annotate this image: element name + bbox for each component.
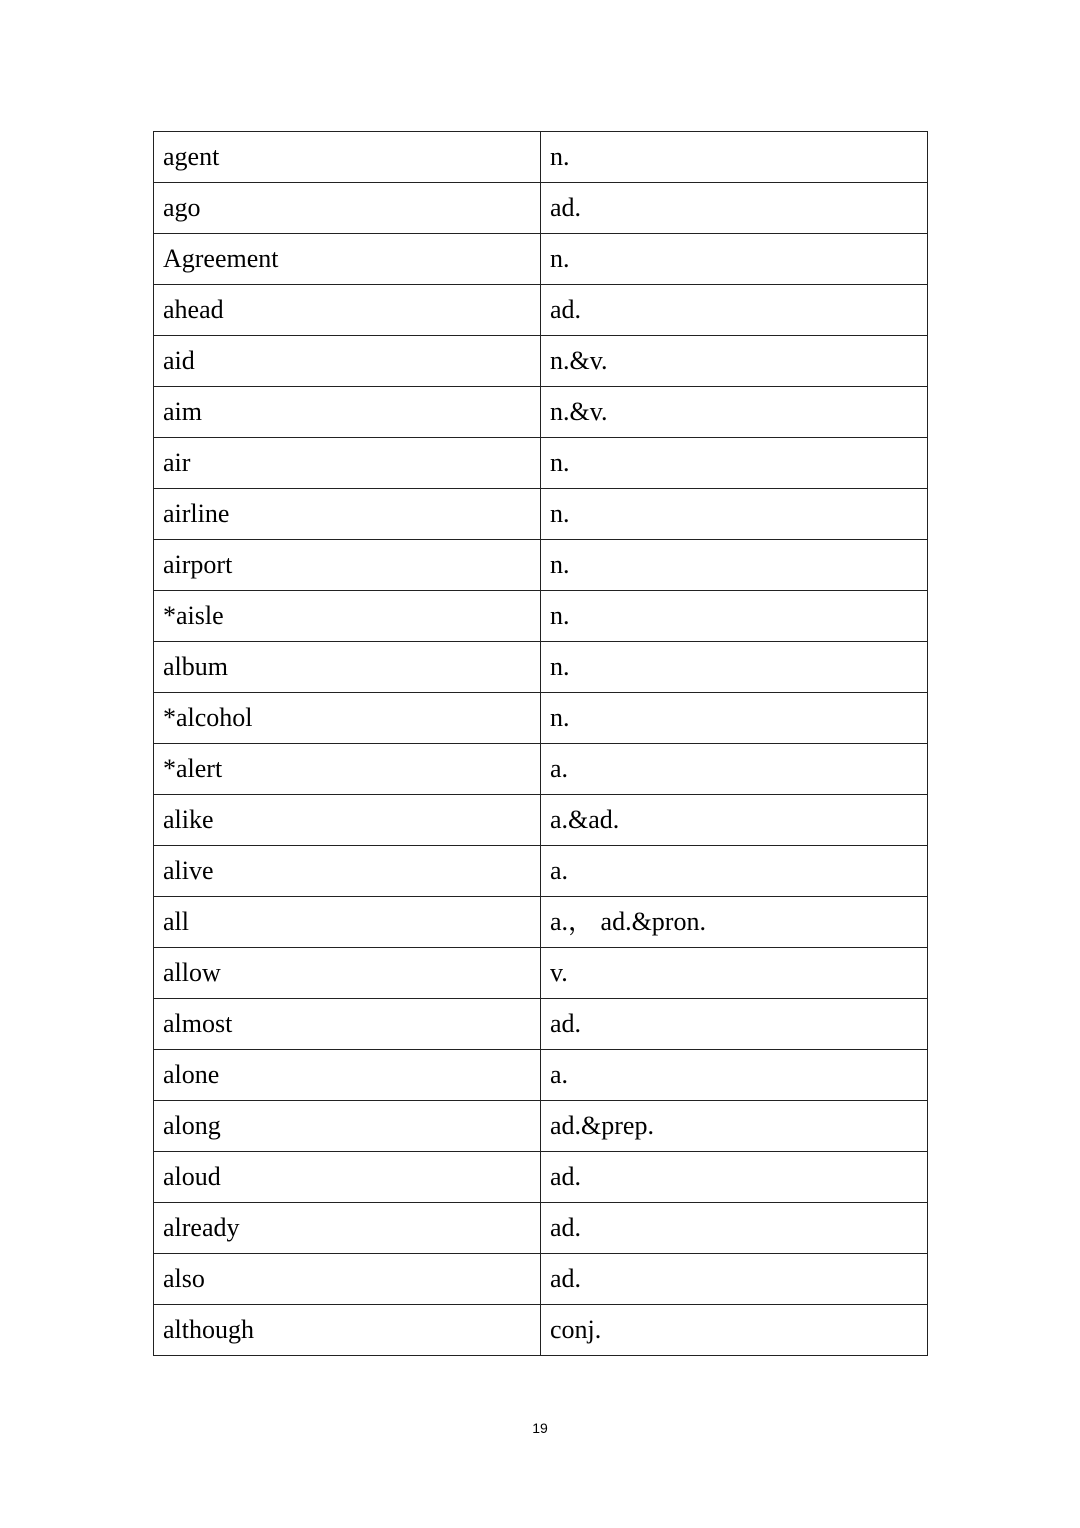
part-of-speech-cell: ad. xyxy=(541,1203,928,1254)
word-cell: alone xyxy=(154,1050,541,1101)
part-of-speech-cell: ad. xyxy=(541,999,928,1050)
word-cell: also xyxy=(154,1254,541,1305)
word-cell: ago xyxy=(154,183,541,234)
table-row xyxy=(154,591,928,642)
word-cell: all xyxy=(154,897,541,948)
word-cell: along xyxy=(154,1101,541,1152)
table-row xyxy=(154,693,928,744)
part-of-speech-cell: n. xyxy=(541,234,928,285)
table-row xyxy=(154,1101,928,1152)
table-row xyxy=(154,1305,928,1356)
table-row xyxy=(154,1254,928,1305)
table-row xyxy=(154,387,928,438)
part-of-speech-cell: n. xyxy=(541,591,928,642)
table-row xyxy=(154,285,928,336)
vocabulary-table xyxy=(153,131,928,1356)
part-of-speech-cell: a. xyxy=(541,1050,928,1101)
word-cell: *aisle xyxy=(154,591,541,642)
table-row xyxy=(154,540,928,591)
part-of-speech-cell: ad. xyxy=(541,183,928,234)
word-cell: *alcohol xyxy=(154,693,541,744)
word-cell: although xyxy=(154,1305,541,1356)
part-of-speech-cell: ad. xyxy=(541,1152,928,1203)
word-cell: *alert xyxy=(154,744,541,795)
table-row xyxy=(154,183,928,234)
word-cell: allow xyxy=(154,948,541,999)
page-number: 19 xyxy=(532,1420,548,1436)
table-row xyxy=(154,234,928,285)
part-of-speech-cell: n. xyxy=(541,132,928,183)
word-cell: alive xyxy=(154,846,541,897)
table-row xyxy=(154,438,928,489)
table-row xyxy=(154,132,928,183)
part-of-speech-cell: a. xyxy=(541,744,928,795)
table-row xyxy=(154,948,928,999)
word-cell: aim xyxy=(154,387,541,438)
part-of-speech-cell: n. xyxy=(541,693,928,744)
part-of-speech-cell: a. xyxy=(541,846,928,897)
part-of-speech-cell: n. xyxy=(541,438,928,489)
table-row xyxy=(154,1203,928,1254)
part-of-speech-cell: n. xyxy=(541,642,928,693)
word-cell: almost xyxy=(154,999,541,1050)
word-cell: airline xyxy=(154,489,541,540)
part-of-speech-cell: n.&v. xyxy=(541,336,928,387)
part-of-speech-cell: ad.&prep. xyxy=(541,1101,928,1152)
part-of-speech-cell: conj. xyxy=(541,1305,928,1356)
table-row xyxy=(154,1050,928,1101)
table-row xyxy=(154,642,928,693)
vocabulary-table-body xyxy=(154,132,928,1356)
part-of-speech-cell: n. xyxy=(541,540,928,591)
part-of-speech-cell: ad. xyxy=(541,1254,928,1305)
table-row xyxy=(154,795,928,846)
word-cell: agent xyxy=(154,132,541,183)
part-of-speech-cell: a.， ad.&pron. xyxy=(541,897,928,948)
part-of-speech-cell: n.&v. xyxy=(541,387,928,438)
part-of-speech-cell: ad. xyxy=(541,285,928,336)
word-cell: aid xyxy=(154,336,541,387)
part-of-speech-cell: a.&ad. xyxy=(541,795,928,846)
table-row xyxy=(154,336,928,387)
table-row xyxy=(154,1152,928,1203)
word-cell: aloud xyxy=(154,1152,541,1203)
word-cell: alike xyxy=(154,795,541,846)
part-of-speech-cell: v. xyxy=(541,948,928,999)
table-row xyxy=(154,489,928,540)
word-cell: airport xyxy=(154,540,541,591)
table-row xyxy=(154,744,928,795)
word-cell: album xyxy=(154,642,541,693)
word-cell: already xyxy=(154,1203,541,1254)
word-cell: Agreement xyxy=(154,234,541,285)
table-row xyxy=(154,846,928,897)
table-row xyxy=(154,897,928,948)
part-of-speech-cell: n. xyxy=(541,489,928,540)
word-cell: air xyxy=(154,438,541,489)
word-cell: ahead xyxy=(154,285,541,336)
table-row xyxy=(154,999,928,1050)
